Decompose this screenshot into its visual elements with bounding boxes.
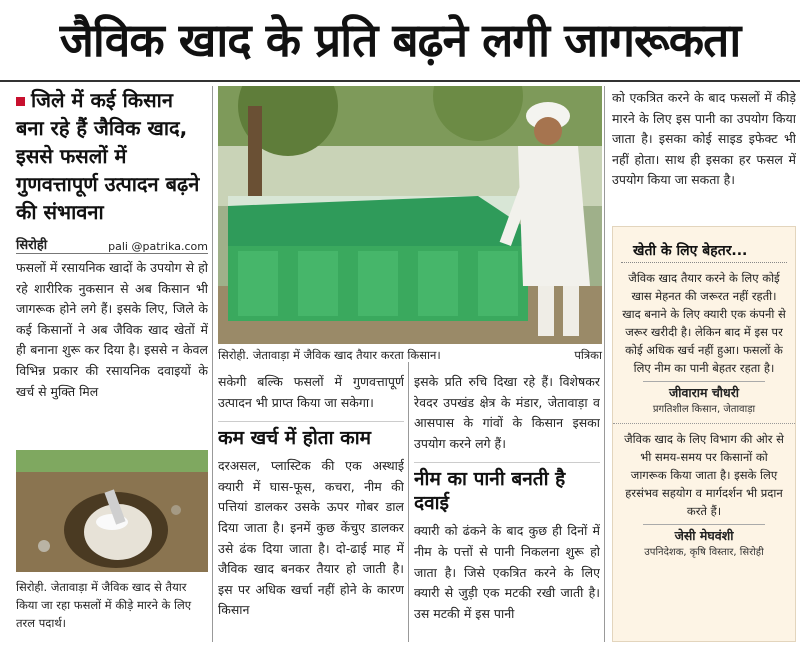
main-photo-credit: पत्रिका bbox=[574, 348, 602, 362]
column2-text: दरअसल, प्लास्टिक की एक अस्थाई क्यारी में घास-फूस, कचरा, नीम की पत्तियां डालकर उसके ऊपर गोबर डाल दिया जाता है। इनमें कुछ केंचुए डालकर उसे ढंक दिया जाता है। दो-ढाई माह में जैविक खाद बनकर तैयार हो जाती है। इस पर अधिक खर्चा नहीं होने के कारण किसान bbox=[218, 458, 404, 618]
column1-text: फसलों में रसायनिक खादों के उपयोग से हो रहे शारीरिक नुकसान से अब किसान भी जागरूक होने लगे हैं। इसके लिए, जिले के कई किसानों ने अब जैविक खाद खेतों में ही बनाना शुरू कर दिया है। इससे न केवल विभिन्न प्रकार की रसायनिक दवाइयों के खर्च से मुक्ति मिल bbox=[16, 260, 208, 399]
main-photo-caption: सिरोही. जेतावाड़ा में जैविक खाद तैयार करता किसान। bbox=[218, 348, 441, 362]
quote-1: जैविक खाद तैयार करने के लिए कोई खास मेहनत की जरूरत नहीं रहती। खाद बनाने के लिए क्यारी एक कंपनी से जरूर खरीदी है। लेकिन बाद में इस पर कोई अधिक खर्च नहीं हुआ। फसलों के लिए नीम का पानी बेहतर रहता है। bbox=[622, 271, 786, 375]
quote-2: जैविक खाद के लिए विभाग की ओर से भी समय-समय पर किसानों को जागरूक किया जाता है। इसके लिए हरसंभव सहयोग व मार्गदर्शन भी प्रदान करते हैं। bbox=[613, 423, 795, 524]
quote-2-role: उपनिदेशक, कृषि विस्तार, सिरोही bbox=[644, 547, 764, 558]
opinion-box-title: खेती के लिए बेहतर... bbox=[621, 227, 787, 263]
page-headline: जैविक खाद के प्रति बढ़ने लगी जागरूकता bbox=[59, 13, 741, 67]
dateline bbox=[16, 236, 208, 254]
main-photo-caption-row bbox=[218, 346, 602, 364]
column-divider bbox=[212, 86, 213, 642]
column-divider bbox=[408, 362, 409, 642]
column3 bbox=[414, 372, 600, 642]
dateline-place: सिरोही bbox=[16, 238, 48, 253]
compost-pot-illustration bbox=[16, 450, 208, 572]
column2-subheading: कम खर्च में होता काम bbox=[218, 421, 404, 450]
quote-2-name: जेसी मेघवंशी bbox=[643, 524, 765, 544]
column-divider bbox=[604, 86, 605, 642]
quote-1-name: जीवाराम चौधरी bbox=[643, 381, 765, 401]
small-photo bbox=[16, 450, 208, 572]
farmer-compost-bed-illustration bbox=[218, 86, 602, 344]
small-photo-caption: सिरोही. जेतावाड़ा में जैविक खाद से तैयार किया जा रहा फसलों में कीड़े मारने के लिए तरल पदार्थ। bbox=[16, 580, 192, 630]
subheadline-text: जिले में कई किसान बना रहे हैं जैविक खाद, इससे फसलों में गुणवत्तापूर्ण उत्पादन बढ़ने की संभावना bbox=[16, 88, 200, 224]
column3-intro: इसके प्रति रुचि दिखा रहे हैं। विशेषकर रेवदर उपखंड क्षेत्र के मंडार, जेतावाड़ा व आसपास के गांवों के किसान इसका उपयोग करने लगे हैं। bbox=[414, 374, 600, 451]
column3-text: क्यारी को ढंकने के बाद कुछ ही दिनों में नीम के पत्तों से पानी निकलना शुरू हो जाता है। जिसे एकत्रित करने के लिए क्यारी से जुड़ी एक मटकी रखी जाती है। उस मटकी में इस पानी bbox=[414, 523, 600, 621]
red-bullet-icon bbox=[16, 97, 25, 106]
subheadline bbox=[16, 86, 206, 226]
column3-subheading: नीम का पानी बनती है दवाई bbox=[414, 462, 600, 515]
opinion-box bbox=[612, 226, 796, 642]
column4-text: को एकत्रित करने के बाद फसलों में कीड़े मारने के लिए इस पानी का उपयोग किया जाता है। इसका कोई साइड इफेक्ट भी नहीं होता। साथ ही इसका हर फसल में उपयोग किया जा सकता है। bbox=[612, 90, 796, 188]
column2-intro: सकेगी बल्कि फसलों में गुणवत्तापूर्ण उत्पादन भी प्राप्त किया जा सकेगा। bbox=[218, 374, 404, 410]
dateline-email: pali @patrika.com bbox=[108, 240, 208, 253]
quote-1-role: प्रगतिशील किसान, जेतावाड़ा bbox=[652, 404, 756, 415]
column2 bbox=[218, 372, 404, 642]
main-photo bbox=[218, 86, 602, 344]
headline-rule bbox=[0, 80, 800, 82]
